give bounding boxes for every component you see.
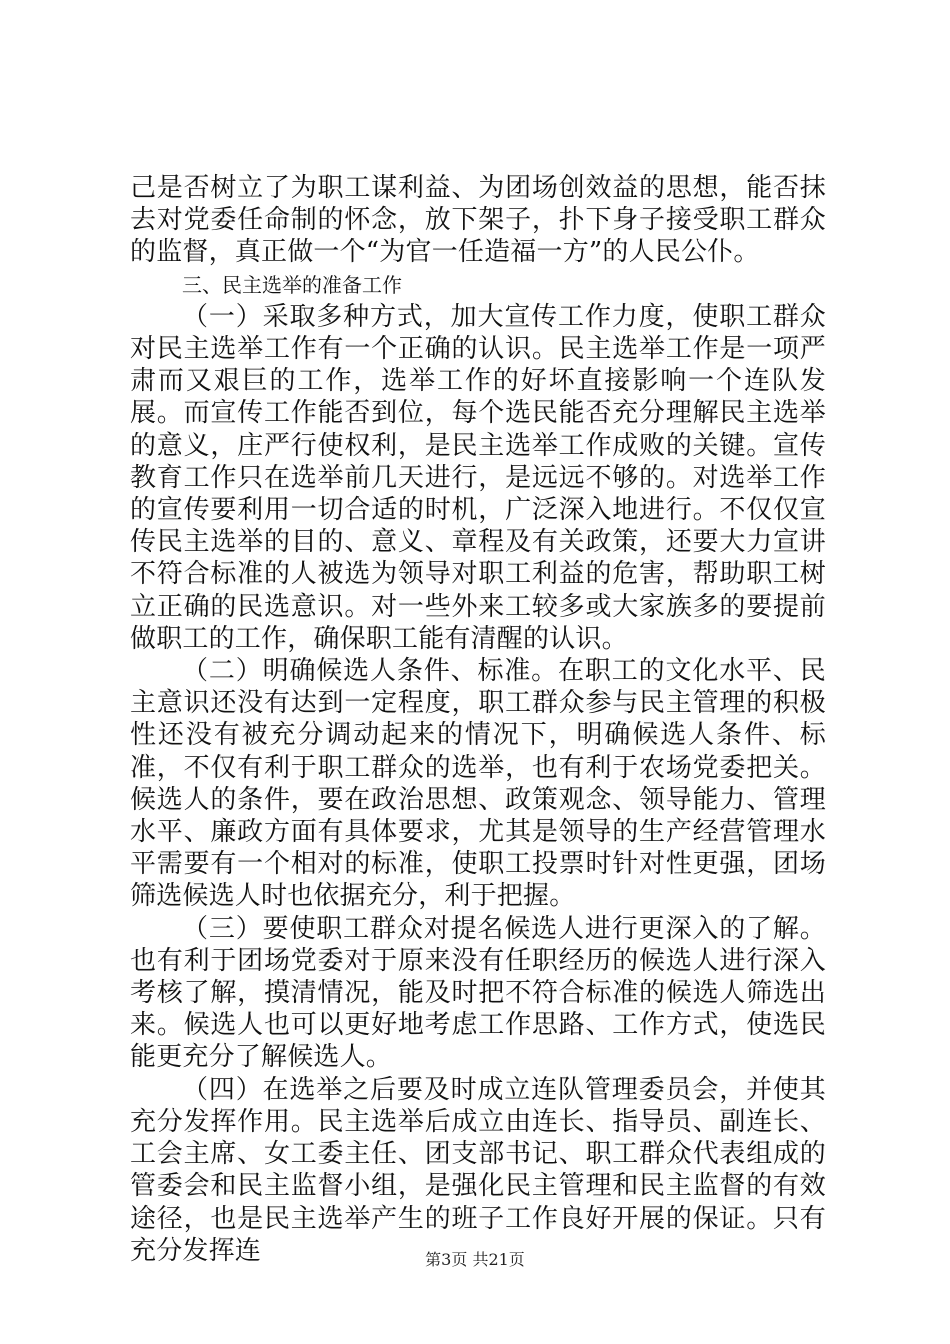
paragraph-item-1: （一）采取多种方式，加大宣传工作力度，使职工群众对民主选举工作有一个正确的认识。民主选举工作是一项严肃而又艰巨的工作，选举工作的好坏直接影响一个连队发展。而宣传工作能否到位，每个选民能否充分理解民主选举的意义，庄严行使权利，是民主选举工作成败的关键。宣传教育工作只在选举前几天进行，是远远不够的。对选举工作的宣传要利用一切合适的时机，广泛深入地进行。不仅仅宣传民主选举的目的、意义、章程及有关政策，还要大力宣讲不符合标准的人被选为领导对职工利益的危害，帮助职工树立正确的民选意识。对一些外来工较多或大家族多的要提前做职工的工作，确保职工能有清醒的认识。 (130, 301, 826, 654)
paragraph-continued: 己是否树立了为职工谋利益、为团场创效益的思想，能否抹去对党委任命制的怀念，放下架子，扑下身子接受职工群众的监督，真正做一个“为官一任造福一方”的人民公仆。 (130, 173, 826, 268)
section-heading: 三、民主选举的准备工作 (182, 272, 402, 297)
paragraph-item-4: （四）在选举之后要及时成立连队管理委员会，并使其充分发挥作用。民主选举后成立由连长、指导员、副连长、工会主席、女工委主任、团支部书记、职工群众代表组成的管委会和民主监督小组，是强化民主管理和民主监督的有效途径，也是民主选举产生的班子工作良好开展的保证。只有充分发挥连 (130, 1074, 826, 1266)
page-number-footer: 第3页 共21页 (425, 1250, 525, 1269)
paragraph-item-2: （二）明确候选人条件、标准。在职工的文化水平、民主意识还没有达到一定程度，职工群众参与民主管理的积极性还没有被充分调动起来的情况下，明确候选人条件、标准，不仅有利于职工群众的选举，也有利于农场党委把关。候选人的条件，要在政治思想、政策观念、领导能力、管理水平、廉政方面有具体要求，尤其是领导的生产经营管理水平需要有一个相对的标准，使职工投票时针对性更强，团场筛选候选人时也依据充分，利于把握。 (130, 656, 826, 912)
document-body (130, 172, 826, 1267)
paragraph-item-3: （三）要使职工群众对提名候选人进行更深入的了解。也有利于团场党委对于原来没有任职经历的候选人进行深入考核了解，摸清情况，能及时把不符合标准的候选人筛选出来。候选人也可以更好地考虑工作思路、工作方式，使选民能更充分了解候选人。 (130, 913, 826, 1073)
